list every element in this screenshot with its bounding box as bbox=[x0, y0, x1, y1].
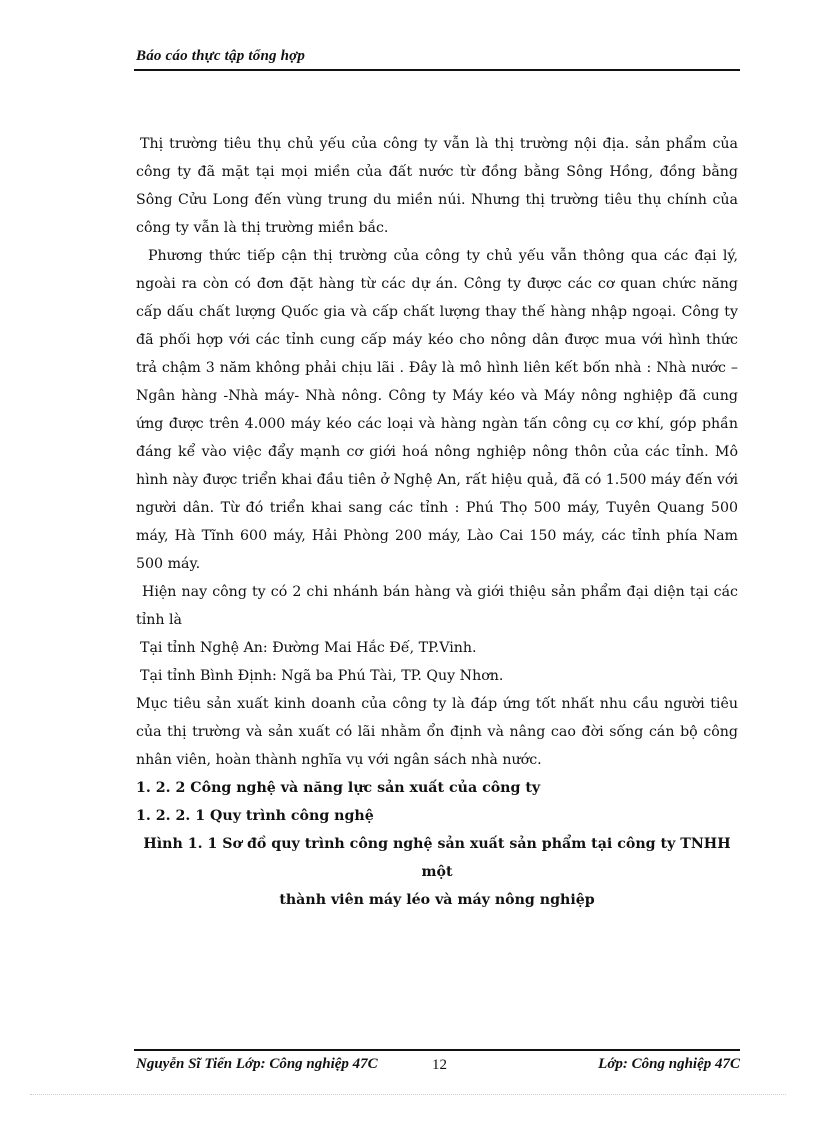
branch-binh-dinh: Tại tỉnh Bình Định: Ngã ba Phú Tài, TP. Quy Nhơn. bbox=[140, 668, 504, 684]
branch-nghe-an: Tại tỉnh Nghệ An: Đường Mai Hắc Đế, TP.Vinh. bbox=[140, 640, 477, 656]
footer-author: Nguyễn Sĩ Tiến Lớp: Công nghiệp 47C bbox=[136, 1056, 378, 1072]
header-rule bbox=[134, 69, 740, 71]
paragraph-approach: Phương thức tiếp cận thị trường của công ty chủ yếu vẫn thông qua các đại lý, ngoài ra còn có đơn đặt hàng từ các dự án. Công ty được các cơ quan chức năng cấp dấu chất lượng Quốc gia và cấp chất lượng thay thế hàng nhập ngoại. Công ty đã phối hợp với các tỉnh cung cấp máy kéo cho nông dân được mua với hình thức trả chậm 3 năm không phải chịu lãi . Đây là mô hình liên kết bốn nhà : Nhà nước – Ngân hàng -Nhà máy- Nhà nông. Công ty Máy kéo và Máy nông nghiệp đã cung ứng được trên 4.000 máy kéo các loại và hàng ngàn tấn công cụ cơ khí, góp phần đáng kể vào việc đẩy mạnh cơ giới hoá nông nghiệp nông thôn của các tỉnh. Mô hình này được triển khai đầu tiên ở Nghệ An, rất hiệu quả, đã có 1.500 máy đến với người dân. Từ đó triển khai sang các tỉnh : Phú Thọ 500 máy, Tuyên Quang 500 máy, Hà Tĩnh 600 máy, Hải Phòng 200 máy, Lào Cai 150 máy, các tỉnh phía Nam 500 máy. bbox=[136, 248, 738, 572]
subsection-heading-process: 1. 2. 2. 1 Quy trình công nghệ bbox=[136, 808, 374, 824]
header-title: Báo cáo thực tập tổng hợp bbox=[136, 48, 306, 64]
section-heading-technology: 1. 2. 2 Công nghệ và năng lực sản xuất của công ty bbox=[136, 780, 541, 796]
footer-class: Lớp: Công nghiệp 47C bbox=[598, 1056, 740, 1072]
figure-caption-line-2: thành viên máy léo và máy nông nghiệp bbox=[279, 892, 595, 908]
page-number: 12 bbox=[432, 1057, 447, 1073]
paragraph-market: Thị trường tiêu thụ chủ yếu của công ty vẫn là thị trường nội địa. sản phẩm của công ty đã mặt tại mọi miền của đất nước từ đồng bằng Sông Hồng, đồng bằng Sông Cửu Long đến vùng trung du miền núi. Nhưng thị trường tiêu thụ chính của công ty vẫn là thị trường miền bắc. bbox=[136, 136, 738, 236]
figure-caption-line-1: Hình 1. 1 Sơ đồ quy trình công nghệ sản xuất sản phẩm tại công ty TNHH một bbox=[143, 836, 731, 880]
page-bottom-divider bbox=[30, 1094, 786, 1095]
paragraph-objectives: Mục tiêu sản xuất kinh doanh của công ty là đáp ứng tốt nhất nhu cầu người tiêu của thị trường và sản xuất có lãi nhằm ổn định và nâng cao đời sống cán bộ công nhân viên, hoàn thành nghĩa vụ với ngân sách nhà nước. bbox=[136, 696, 738, 768]
paragraph-branches: Hiện nay công ty có 2 chi nhánh bán hàng và giới thiệu sản phẩm đại diện tại các tỉnh là bbox=[136, 584, 738, 628]
footer-rule bbox=[134, 1049, 740, 1051]
body-content bbox=[136, 130, 738, 914]
